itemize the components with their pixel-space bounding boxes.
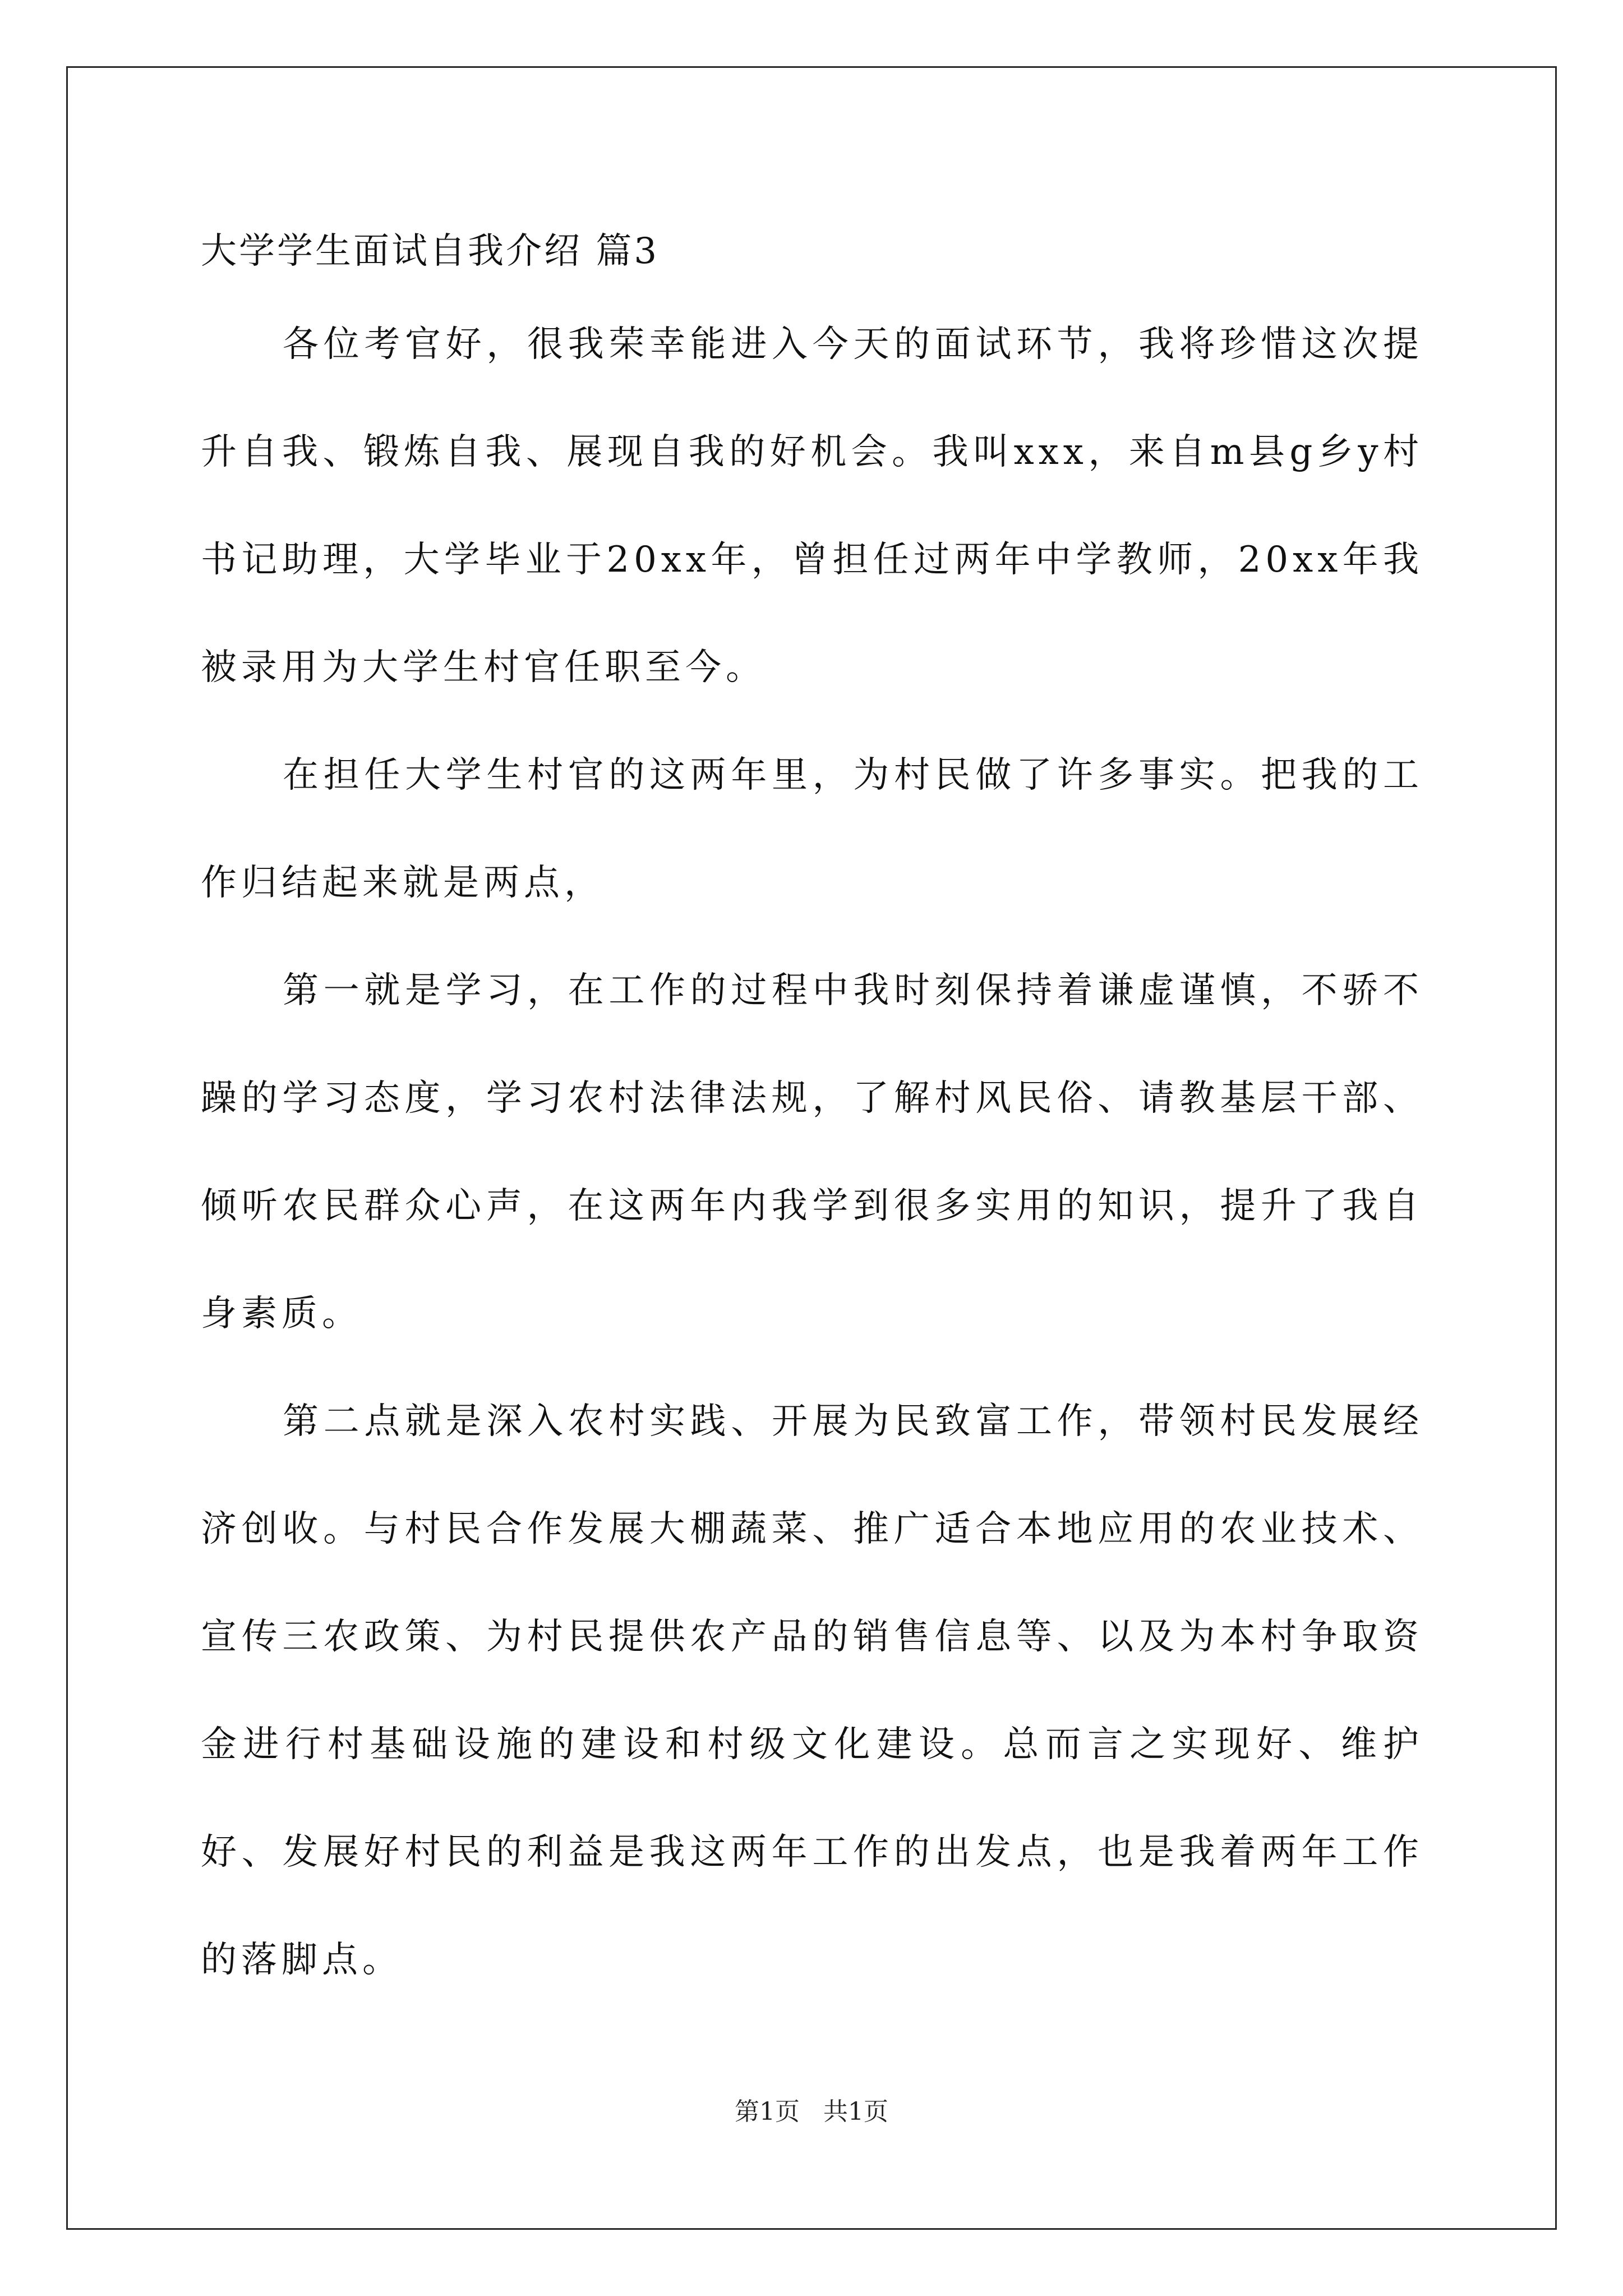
paragraph-point-one: 第一就是学习，在工作的过程中我时刻保持着谦虚谨慎，不骄不躁的学习态度，学习农村法律法规，了解村风民俗、请教基层干部、倾听农民群众心声，在这两年内我学到很多实用的知识，提升了我自身素质。	[201, 970, 1423, 1335]
paragraph-summary: 在担任大学生村官的这两年里，为村民做了许多事实。把我的工作归结起来就是两点，	[201, 754, 1423, 904]
document-title: 大学学生面试自我介绍 篇3	[201, 231, 660, 272]
page-number-footer: 第1页 共1页	[735, 2097, 888, 2126]
paragraph-greeting: 各位考官好，很我荣幸能进入今天的面试环节，我将珍惜这次提升自我、锻炼自我、展现自我的好机会。我叫xxx，来自m县g乡y村书记助理，大学毕业于20xx年，曾担任过两年中学教师，20xx年我被录用为大学生村官任职至今。	[201, 324, 1423, 688]
paragraph-point-two: 第二点就是深入农村实践、开展为民致富工作，带领村民发展经济创收。与村民合作发展大棚蔬菜、推广适合本地应用的农业技术、宣传三农政策、为村民提供农产品的销售信息等、以及为本村争取资金进行村基础设施的建设和村级文化建设。总而言之实现好、维护好、发展好村民的利益是我这两年工作的出发点，也是我着两年工作的落脚点。	[201, 1401, 1423, 1981]
